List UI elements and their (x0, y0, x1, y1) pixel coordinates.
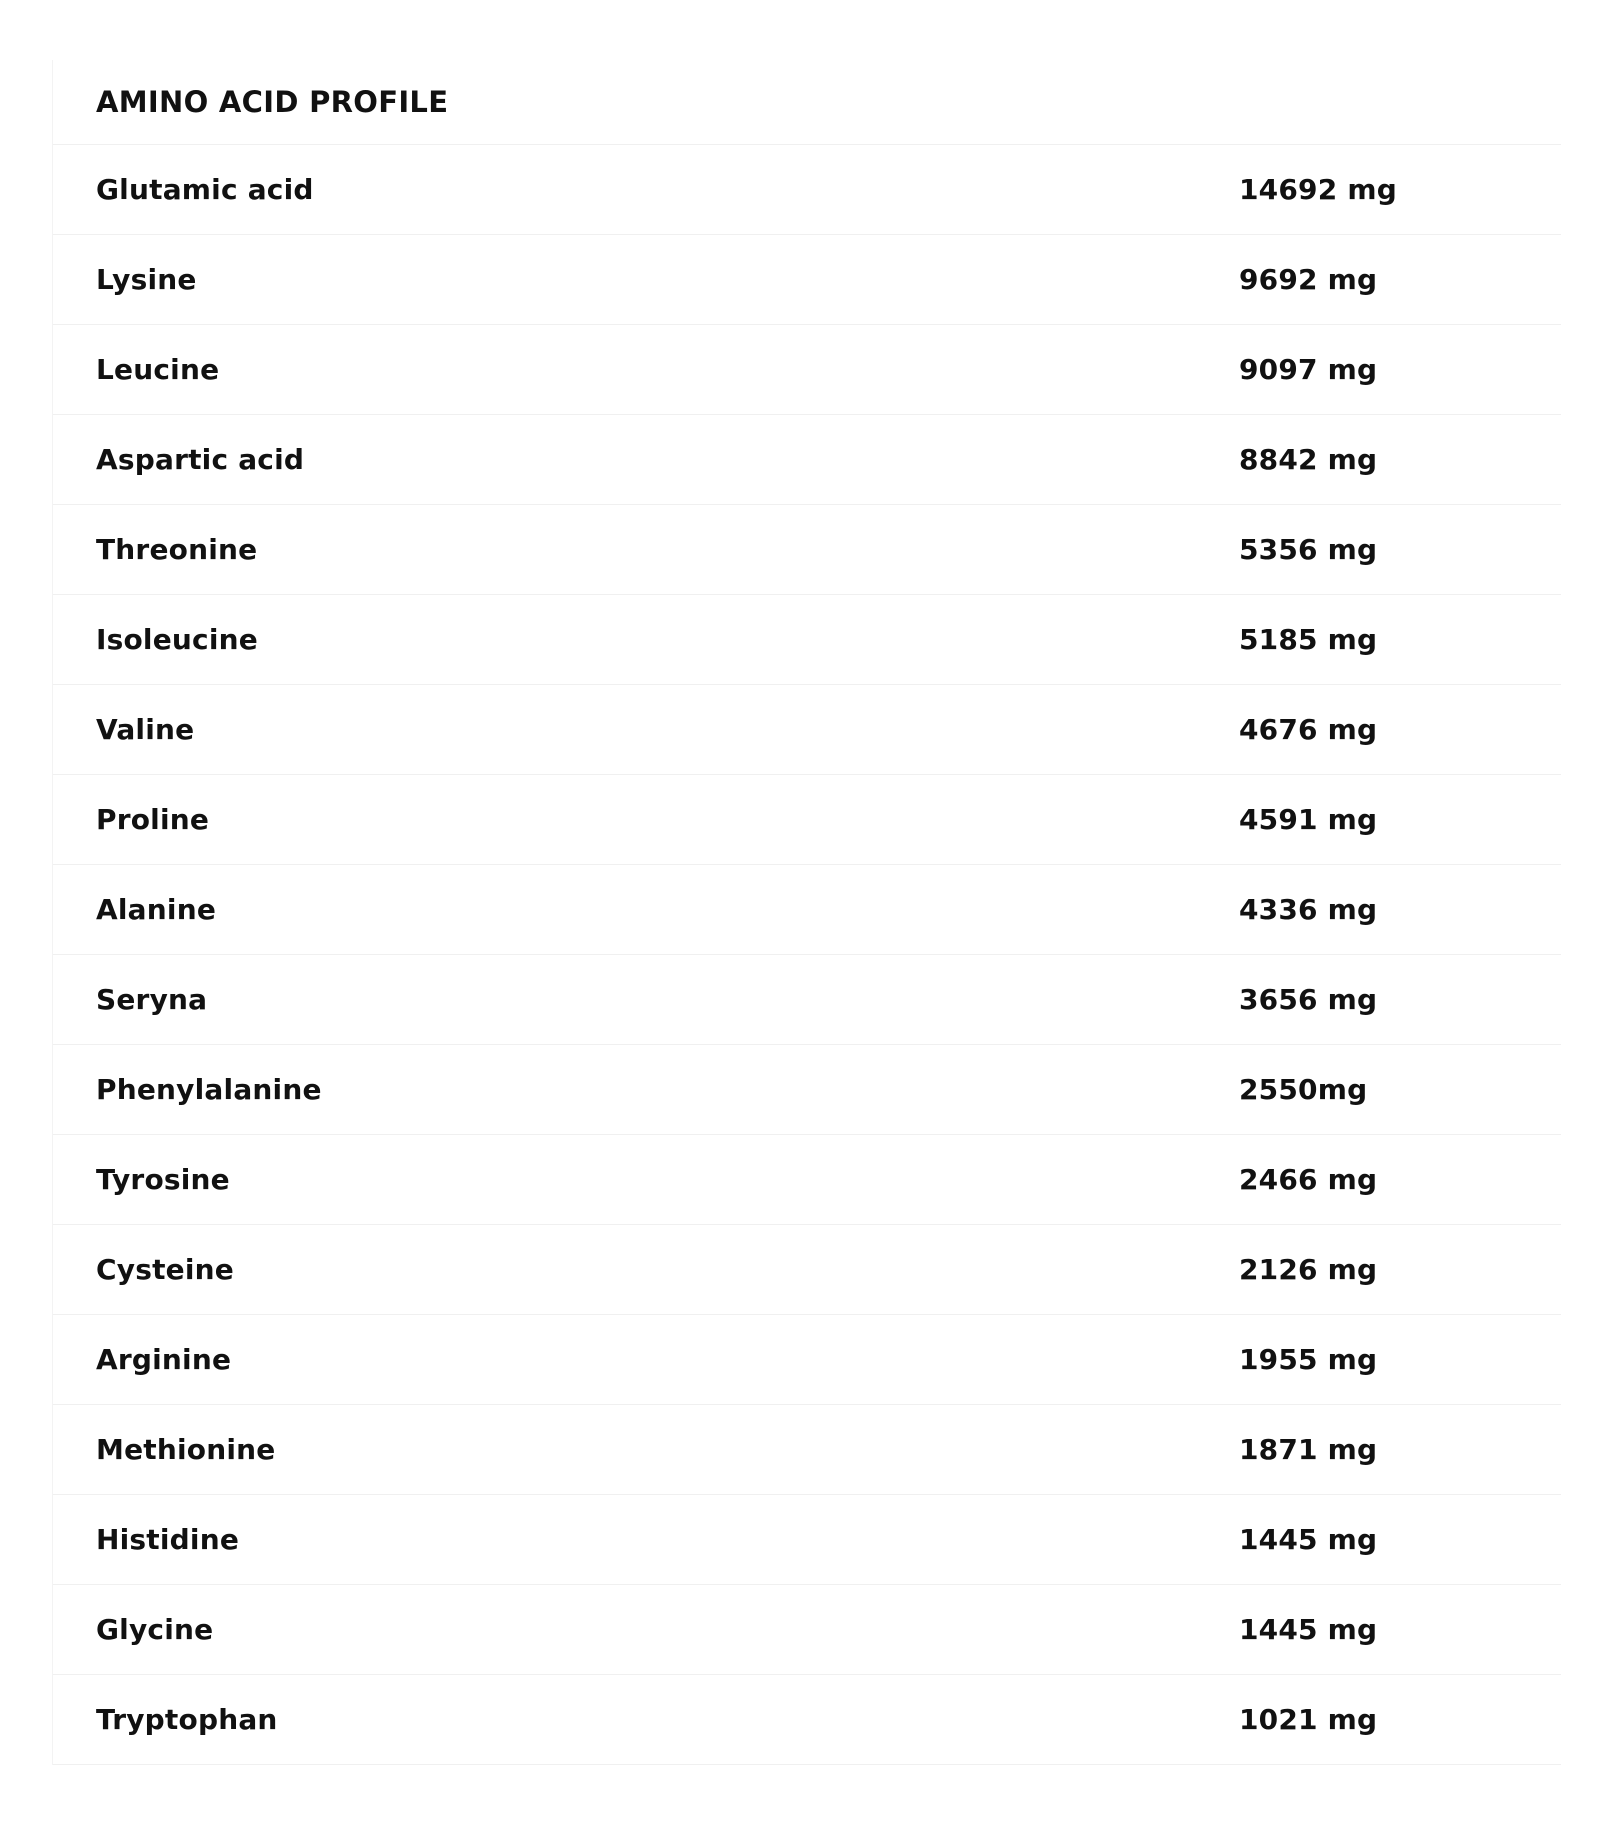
amino-acid-name: Glycine (96, 1613, 214, 1646)
table-title: AMINO ACID PROFILE (96, 85, 449, 119)
amino-acid-amount: 1955 mg (1239, 1343, 1378, 1376)
table-row (53, 505, 1561, 595)
amino-acid-name: Phenylalanine (96, 1073, 322, 1106)
amino-acid-amount: 1445 mg (1239, 1613, 1378, 1646)
amino-acid-name: Methionine (96, 1433, 276, 1466)
table-row (53, 865, 1561, 955)
amino-acid-amount: 5356 mg (1239, 533, 1378, 566)
table-row (53, 1405, 1561, 1495)
amino-acid-name: Glutamic acid (96, 173, 314, 206)
amino-acid-table (52, 60, 1561, 1765)
amino-acid-amount: 8842 mg (1239, 443, 1378, 476)
amino-acid-name: Threonine (96, 533, 258, 566)
amino-acid-amount: 1445 mg (1239, 1523, 1378, 1556)
table-row (53, 235, 1561, 325)
amino-acid-name: Leucine (96, 353, 220, 386)
amino-acid-amount: 4591 mg (1239, 803, 1378, 836)
table-row (53, 1675, 1561, 1765)
table-row (53, 775, 1561, 865)
table-row (53, 595, 1561, 685)
amino-acid-amount: 2466 mg (1239, 1163, 1378, 1196)
table-header (53, 60, 1561, 145)
table-row (53, 1495, 1561, 1585)
table-row (53, 1315, 1561, 1405)
amino-acid-amount: 2126 mg (1239, 1253, 1378, 1286)
amino-acid-amount: 5185 mg (1239, 623, 1378, 656)
amino-acid-amount: 1871 mg (1239, 1433, 1378, 1466)
amino-acid-name: Alanine (96, 893, 217, 926)
amino-acid-amount: 1021 mg (1239, 1703, 1378, 1736)
amino-acid-name: Arginine (96, 1343, 232, 1376)
amino-acid-amount: 2550mg (1239, 1073, 1368, 1106)
table-row (53, 325, 1561, 415)
amino-acid-amount: 3656 mg (1239, 983, 1378, 1016)
table-row (53, 145, 1561, 235)
table-row (53, 1585, 1561, 1675)
amino-acid-name: Aspartic acid (96, 443, 305, 476)
amino-acid-name: Proline (96, 803, 210, 836)
amino-acid-name: Tryptophan (96, 1703, 278, 1736)
amino-acid-name: Cysteine (96, 1253, 234, 1286)
table-row (53, 1225, 1561, 1315)
amino-acid-amount: 4676 mg (1239, 713, 1378, 746)
table-row (53, 415, 1561, 505)
amino-acid-amount: 4336 mg (1239, 893, 1378, 926)
amino-acid-name: Histidine (96, 1523, 240, 1556)
table-row (53, 685, 1561, 775)
amino-acid-amount: 9692 mg (1239, 263, 1378, 296)
amino-acid-amount: 9097 mg (1239, 353, 1378, 386)
table-row (53, 1045, 1561, 1135)
amino-acid-amount: 14692 mg (1239, 173, 1397, 206)
amino-acid-name: Seryna (96, 983, 208, 1016)
amino-acid-name: Tyrosine (96, 1163, 230, 1196)
table-row (53, 955, 1561, 1045)
amino-acid-name: Isoleucine (96, 623, 258, 656)
amino-acid-name: Lysine (96, 263, 197, 296)
table-body (53, 145, 1561, 1765)
table-row (53, 1135, 1561, 1225)
amino-acid-name: Valine (96, 713, 195, 746)
